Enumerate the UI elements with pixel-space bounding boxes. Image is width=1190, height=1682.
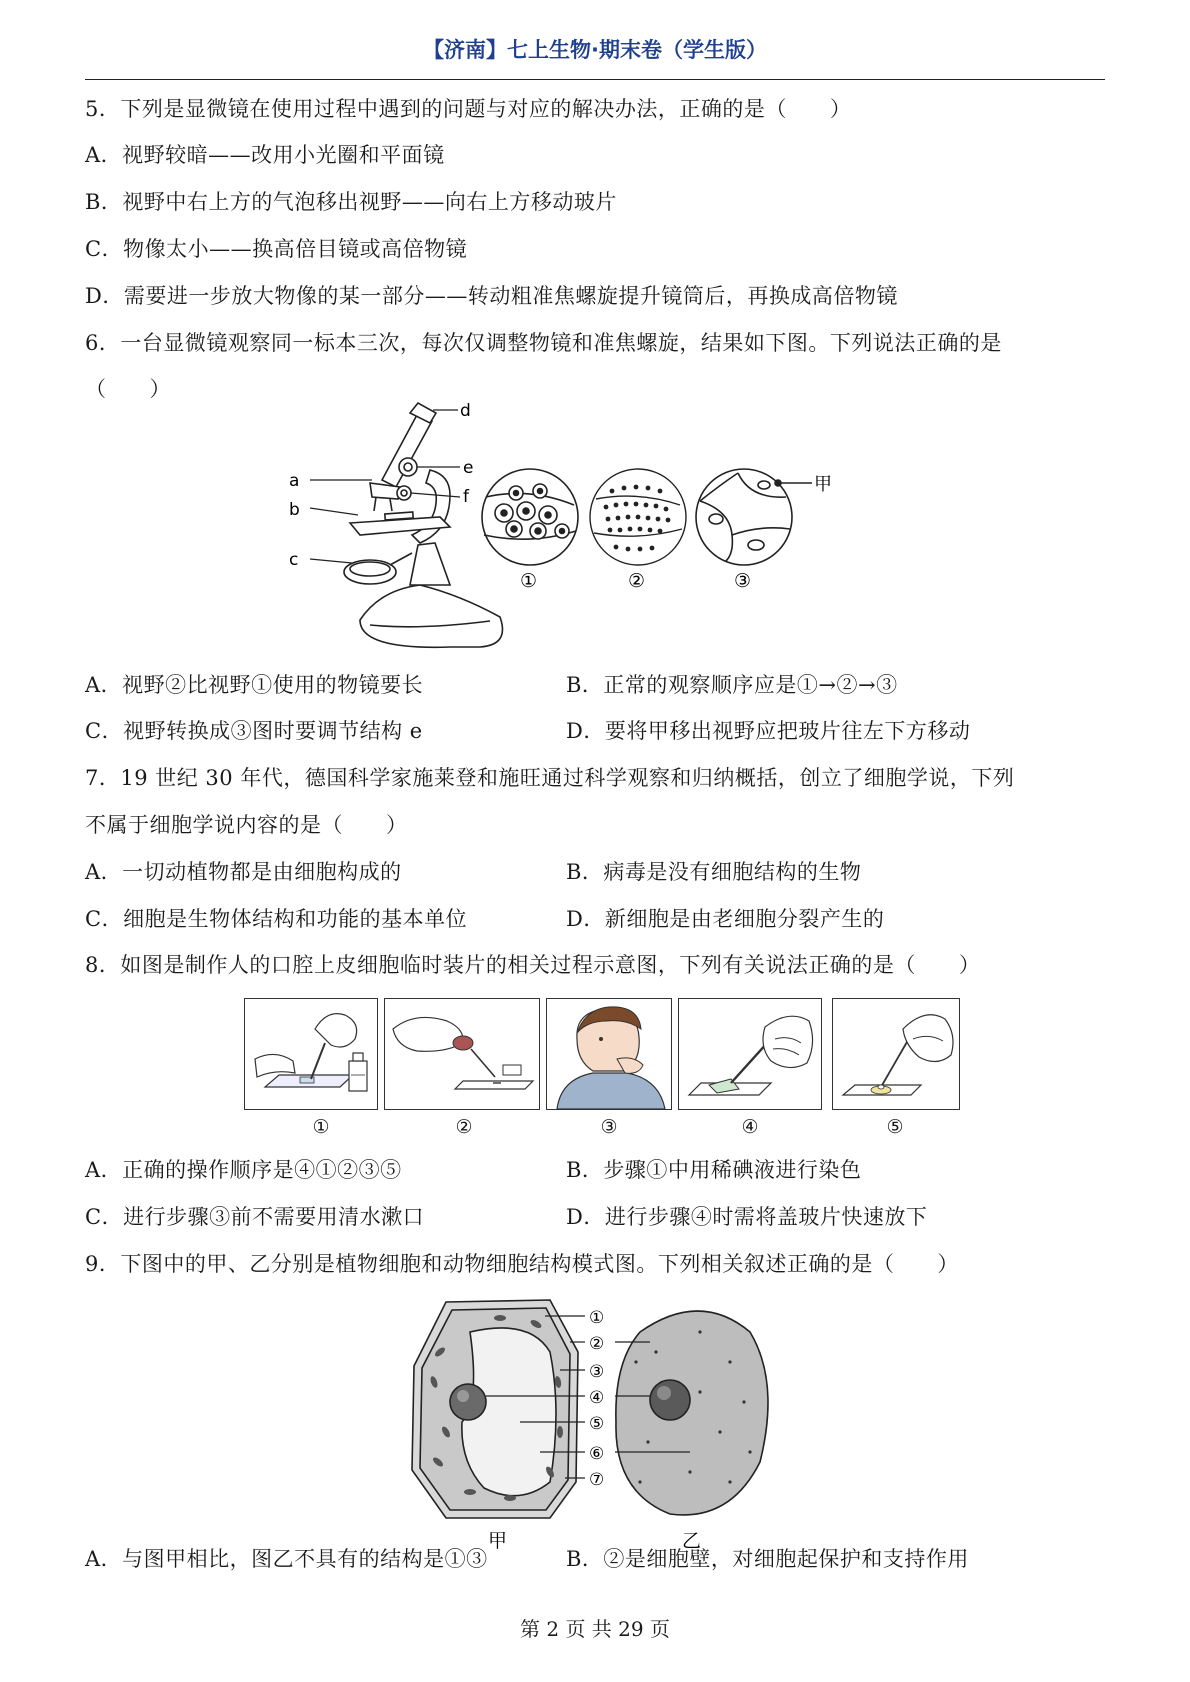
q7-option-c: C．细胞是生物体结构和功能的基本单位 [85, 907, 468, 931]
q6-stem-line2: （ ） [85, 377, 171, 401]
q8-caption-1: ① [312, 1116, 330, 1138]
cell-label-2: ② [589, 1334, 605, 1354]
q6-option-a: A．视野②比视野①使用的物镜要长 [85, 673, 424, 697]
q8-step5-image [832, 998, 960, 1110]
page-footer: 第 2 页 共 29 页 [520, 1617, 670, 1641]
q5-option-d: D．需要进一步放大物像的某一部分——转动粗准焦螺旋提升镜筒后，再换成高倍物镜 [85, 284, 898, 308]
step1-drawing [245, 999, 377, 1109]
label-c: c [289, 550, 299, 570]
q8-step2-image [384, 998, 540, 1110]
q6-microscope-figure [289, 401, 900, 655]
q5-option-b: B．视野中右上方的气泡移出视野——向右上方移动玻片 [85, 190, 617, 214]
q8-option-c: C．进行步骤③前不需要用清水漱口 [85, 1205, 425, 1229]
microscope-drawing [344, 403, 503, 647]
view-2-field [590, 469, 686, 565]
label-d: d [460, 401, 471, 421]
q8-step4-image [678, 998, 822, 1110]
q9-option-a: A．与图甲相比，图乙不具有的结构是①③ [85, 1547, 488, 1571]
q5-stem: 5．下列是显微镜在使用过程中遇到的问题与对应的解决办法，正确的是（ ） [85, 97, 852, 121]
q8-option-b: B．步骤①中用稀碘液进行染色 [566, 1158, 862, 1182]
q7-option-d: D．新细胞是由老细胞分裂产生的 [566, 907, 885, 931]
cell-label-6: ⑥ [589, 1444, 605, 1464]
view-caption-2: ② [628, 570, 646, 592]
q9-option-b: B．②是细胞壁，对细胞起保护和支持作用 [566, 1547, 969, 1571]
q8-caption-4: ④ [741, 1116, 759, 1138]
q6-stem-line1: 6．一台显微镜观察同一标本三次，每次仅调整物镜和准焦螺旋，结果如下图。下列说法正确的是 [85, 331, 1002, 355]
animal-cell-caption: 乙 [682, 1530, 702, 1552]
cell-label-5: ⑤ [589, 1414, 605, 1434]
q6-option-d: D．要将甲移出视野应把玻片往左下方移动 [566, 719, 971, 743]
cell-label-7: ⑦ [589, 1470, 605, 1490]
q7-option-b: B．病毒是没有细胞结构的生物 [566, 860, 862, 884]
plant-cell-caption: 甲 [488, 1530, 508, 1552]
label-b: b [289, 500, 300, 520]
header-divider [85, 79, 1105, 80]
q6-option-b: B．正常的观察顺序应是①→②→③ [566, 673, 898, 697]
label-jia: 甲 [814, 474, 832, 495]
q6-option-c: C．视野转换成③图时要调节结构 e [85, 719, 423, 743]
q8-stem: 8．如图是制作人的口腔上皮细胞临时装片的相关过程示意图，下列有关说法正确的是（ ） [85, 953, 981, 977]
step2-drawing [385, 999, 539, 1109]
cell-label-3: ③ [589, 1362, 605, 1382]
q7-stem-line2: 不属于细胞学说内容的是（ ） [85, 813, 408, 837]
q8-caption-2: ② [455, 1116, 473, 1138]
label-e: e [463, 458, 474, 478]
q8-step3-image [546, 998, 672, 1110]
q9-cell-figure [400, 1292, 800, 1554]
q8-option-a: A．正确的操作顺序是④①②③⑤ [85, 1158, 402, 1182]
view-caption-3: ③ [734, 570, 752, 592]
q7-option-a: A．一切动植物都是由细胞构成的 [85, 860, 402, 884]
cell-label-1: ① [589, 1308, 605, 1328]
plant-cell [412, 1300, 578, 1518]
q8-caption-3: ③ [600, 1116, 618, 1138]
q9-stem: 9．下图中的甲、乙分别是植物细胞和动物细胞结构模式图。下列相关叙述正确的是（ ） [85, 1252, 959, 1276]
q5-option-a: A．视野较暗——改用小光圈和平面镜 [85, 143, 445, 167]
label-a: a [289, 471, 300, 491]
cell-label-4: ④ [589, 1388, 605, 1408]
q8-caption-5: ⑤ [886, 1116, 904, 1138]
q7-stem-line1: 7．19 世纪 30 年代，德国科学家施莱登和施旺通过科学观察和归纳概括，创立了细胞学说，下列 [85, 766, 1015, 790]
q8-option-d: D．进行步骤④时需将盖玻片快速放下 [566, 1205, 928, 1229]
step3-drawing [547, 999, 671, 1109]
page-header-title: 【济南】七上生物·期末卷（学生版） [423, 38, 767, 62]
view-3-field [696, 469, 792, 565]
step4-drawing [679, 999, 821, 1109]
label-f: f [463, 487, 469, 507]
view-caption-1: ① [520, 570, 538, 592]
view-1-field [482, 469, 578, 565]
step5-drawing [833, 999, 959, 1109]
q5-option-c: C．物像太小——换高倍目镜或高倍物镜 [85, 237, 468, 261]
q8-step1-image [244, 998, 378, 1110]
